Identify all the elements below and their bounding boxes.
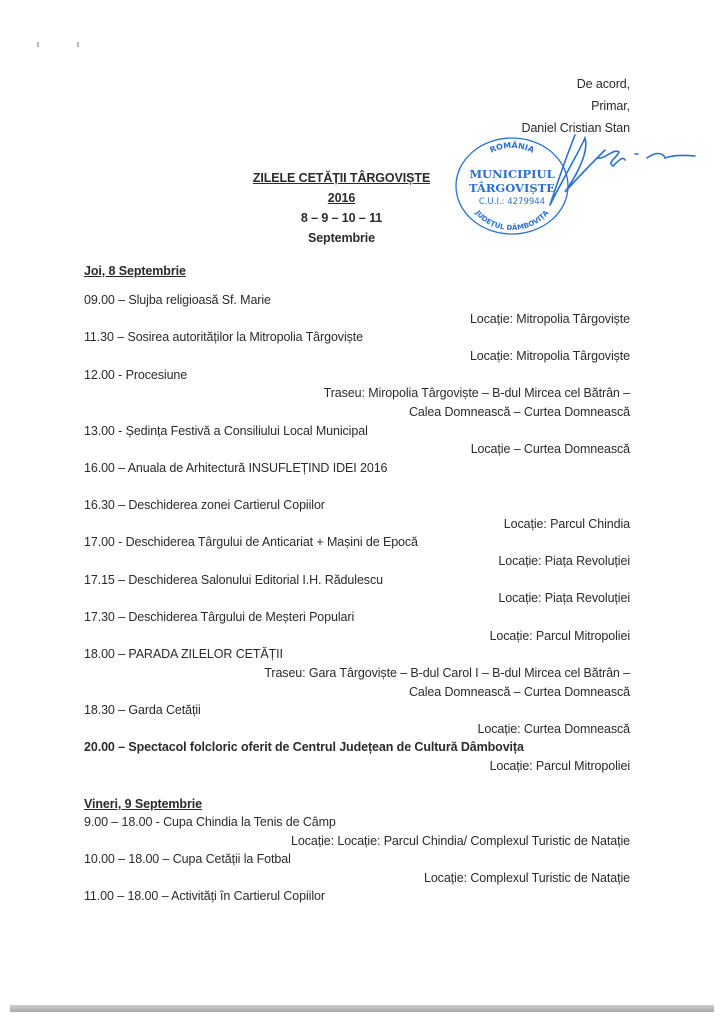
event-location: Locație – Curtea Domnească <box>470 442 630 456</box>
approval-line-name: Daniel Cristian Stan <box>521 121 630 135</box>
event-location: Locație: Piața Revoluției <box>498 591 630 605</box>
scan-mark <box>37 42 39 47</box>
event-location: Locație: Locație: Parcul Chindia/ Complexul Turistic de Natație <box>290 834 630 848</box>
event-item: 11.30 – Sosirea autorităților la Mitropolia Târgoviște <box>84 330 364 344</box>
scan-mark <box>77 42 79 47</box>
event-item: 10.00 – 18.00 – Cupa Cetății la Fotbal <box>84 852 291 866</box>
event-route: Traseu: Miropolia Târgoviște – B-dul Mircea cel Bătrân – <box>323 386 630 400</box>
event-route: Traseu: Gara Târgoviște – B-dul Carol I – B-dul Mircea cel Bătrân – <box>264 666 630 680</box>
stamp-bottom-text: JUDEȚUL DÂMBOVIȚA <box>473 208 551 233</box>
document-title: ZILELE CETĂȚII TÂRGOVIȘTE <box>252 171 431 185</box>
scan-edge-bar <box>10 1005 714 1012</box>
event-item: 16.30 – Deschiderea zonei Cartierul Copiilor <box>84 498 325 512</box>
event-location: Locație: Parcul Mitropoliei <box>489 759 630 773</box>
stamp-line-municipiul: MUNICIPIUL <box>469 167 555 181</box>
day-heading: Joi, 8 Septembrie <box>84 264 186 278</box>
event-location: Locație: Piața Revoluției <box>498 554 630 568</box>
day-heading: Vineri, 9 Septembrie <box>84 797 202 811</box>
event-item: 17.30 – Deschiderea Târgului de Meșteri Populari <box>84 610 355 624</box>
event-item: 09.00 – Slujba religioasă Sf. Marie <box>84 293 271 307</box>
document-days: 8 – 9 – 10 – 11 <box>300 211 383 225</box>
stamp-line-city: TÂRGOVIȘTE <box>469 181 555 195</box>
event-location: Locație: Complexul Turistic de Natație <box>423 871 630 885</box>
event-location: Locație: Curtea Domnească <box>477 722 630 736</box>
stamp-line-cui: C.U.I.: 4279944 <box>478 197 546 207</box>
document-month: Septembrie <box>307 231 376 245</box>
event-item: 20.00 – Spectacol folcloric oferit de Centrul Județean de Cultură Dâmbovița <box>84 740 524 754</box>
event-item: 18.00 – PARADA ZILELOR CETĂȚII <box>84 647 283 661</box>
event-item: 16.00 – Anuala de Arhitectură INSUFLEȚIND IDEI 2016 <box>84 461 388 475</box>
event-item: 11.00 – 18.00 – Activități în Cartierul Copiilor <box>84 889 325 903</box>
stamp-top-text: ROMÂNIA <box>488 140 536 155</box>
event-item: 9.00 – 18.00 - Cupa Chindia la Tenis de Câmp <box>84 815 336 829</box>
event-item: 17.00 - Deschiderea Târgului de Anticariat + Mașini de Epocă <box>84 535 418 549</box>
event-route: Calea Domnească – Curtea Domnească <box>408 405 630 419</box>
event-route: Calea Domnească – Curtea Domnească <box>408 685 630 699</box>
event-item: 12.00 - Procesiune <box>84 368 188 382</box>
document-year: 2016 <box>327 191 356 205</box>
event-item: 18.30 – Garda Cetății <box>84 703 201 717</box>
event-location: Locație: Parcul Mitropoliei <box>489 629 630 643</box>
approval-line-agree: De acord, <box>576 77 630 91</box>
event-item: 13.00 - Ședința Festivă a Consiliului Local Municipal <box>84 424 368 438</box>
event-location: Locație: Parcul Chindia <box>503 517 630 531</box>
approval-line-title: Primar, <box>591 99 630 113</box>
event-item: 17.15 – Deschiderea Salonului Editorial I.H. Rădulescu <box>84 573 383 587</box>
event-location: Locație: Mitropolia Târgoviște <box>469 349 630 363</box>
event-location: Locație: Mitropolia Târgoviște <box>469 312 630 326</box>
